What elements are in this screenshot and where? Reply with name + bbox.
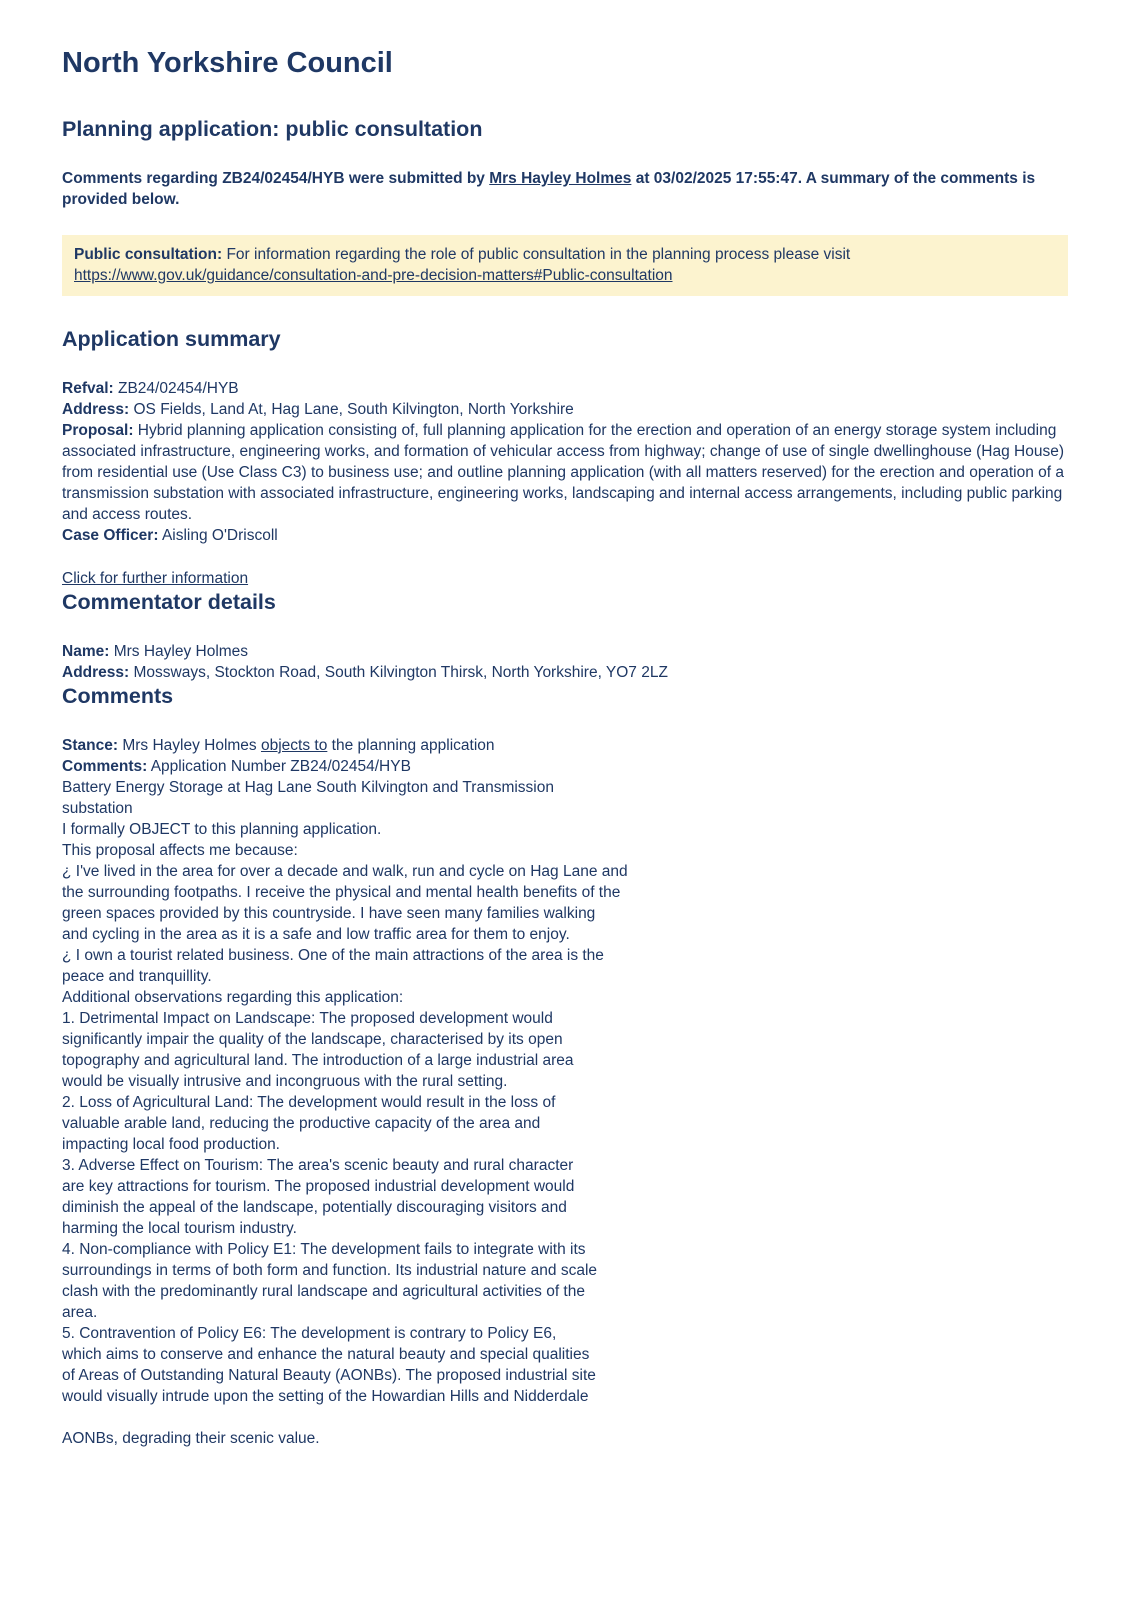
refval-label: Refval: [62,380,114,397]
stance-objects-link[interactable]: objects to [260,737,328,754]
commentator-name-label: Name: [62,643,110,660]
proposal-line [62,420,1068,525]
case-officer-line [62,525,1068,546]
notice-text: For information regarding the role of public consultation in the planning process please visit [226,246,851,263]
site-address-value: OS Fields, Land At, Hag Lane, South Kilvington, North Yorkshire [133,401,574,418]
application-summary-fields [62,378,1068,589]
gov-uk-guidance-link[interactable]: https://www.gov.uk/guidance/consultation-and-pre-decision-matters#Public-consultation [74,267,673,284]
page-title: Planning application: public consultation [62,117,483,141]
public-consultation-notice [62,235,1068,296]
case-officer-value: Aisling O'Driscoll [161,527,278,544]
comments-label: Comments: [62,758,148,775]
notice-label: Public consultation: [74,246,223,263]
further-information-line [62,568,1068,589]
application-summary-heading: Application summary [62,327,281,351]
stance-line [62,735,1068,756]
council-title: North Yorkshire Council [62,47,393,79]
stance-label: Stance: [62,737,118,754]
commentator-details-heading: Commentator details [62,590,276,614]
commentator-address-line [62,662,1068,683]
comments-heading: Comments [62,684,174,708]
commentator-name-line [62,641,1068,662]
comments-first-value: Application Number ZB24/02454/HYB [150,758,411,775]
refval-value: ZB24/02454/HYB [118,380,239,397]
proposal-value: Hybrid planning application consisting of, full planning application for the erection and operation of an energy storage system including associated infrastructure, engineering works, and formation of vehicular access from highway; change of use of single dwellinghouse (Hag House) from residential use (Use Class C3) to business use; and outline planning application (with all matters reserved) for the erection and operation of a transmission substation with associated infrastructure, engineering works, landscaping and internal access arrangements, including public parking and access routes. [62,422,1065,523]
refval-line [62,378,1068,399]
commentator-name-link[interactable]: Mrs Hayley Holmes [489,170,632,187]
case-officer-label: Case Officer: [62,527,159,544]
comments-body-text: Battery Energy Storage at Hag Lane South Kilvington and Transmission substation I formally OBJECT to this planning application. This proposal affects me because: ¿ I've lived in the area for over a decade and walk, run and cycle on Hag Lane and the surrounding footpaths. I receive the physical and mental health benefits of the green spaces provided by this countryside. I have seen many families walking and cycling in the area as it is a safe and low traffic area for them to enjoy. ¿ I own a tourist related business. One of the main attractions of the area is the peace and tranquillity. Additional observations regarding this application: 1. Detrimental Impact on Landscape: The proposed development would significantly impair the quality of the landscape, characterised by its open topography and agricultural land. The introduction of a large industrial area would be visually intrusive and incongruous with the rural setting. 2. Loss of Agricultural Land: The development would result in the loss of valuable arable land, reducing the productive capacity of the area and impacting local food production. 3. Adverse Effect on Tourism: The area's scenic beauty and rural character are key attractions for tourism. The proposed industrial development would diminish the appeal of the landscape, potentially discouraging visitors and harming the local tourism industry. 4. Non-compliance with Policy E1: The development fails to integrate with its surroundings in terms of both form and function. Its industrial nature and scale clash with the predominantly rural landscape and agricultural activities of the area. 5. Contravention of Policy E6: The development is contrary to Policy E6, which aims to conserve and enhance the natural beauty and special qualities of Areas of Outstanding Natural Beauty (AONBs). The proposed industrial site would visually intrude upon the setting of the Howardian Hills and Nidderdale AONBs, degrading their scenic value. [62,779,628,1447]
commentator-details-fields [62,641,1068,683]
stance-text-after: the planning application [327,737,495,754]
proposal-label: Proposal: [62,422,134,439]
submission-summary [62,168,1068,210]
intro-text-after: at 03/02/2025 17:55:47. A summary of the comments is provided below. [62,170,1036,208]
commentator-address-label: Address: [62,664,130,681]
intro-text-before: Comments regarding ZB24/02454/HYB were submitted by [62,170,490,187]
site-address-line [62,399,1068,420]
commentator-name-value: Mrs Hayley Holmes [113,643,249,660]
comments-first-line [62,756,1068,777]
comments-section [62,735,1068,1449]
stance-text-before: Mrs Hayley Holmes [122,737,261,754]
site-address-label: Address: [62,401,130,418]
commentator-address-value: Mossways, Stockton Road, South Kilvington Thirsk, North Yorkshire, YO7 2LZ [133,664,668,681]
further-information-link[interactable]: Click for further information [62,570,249,587]
